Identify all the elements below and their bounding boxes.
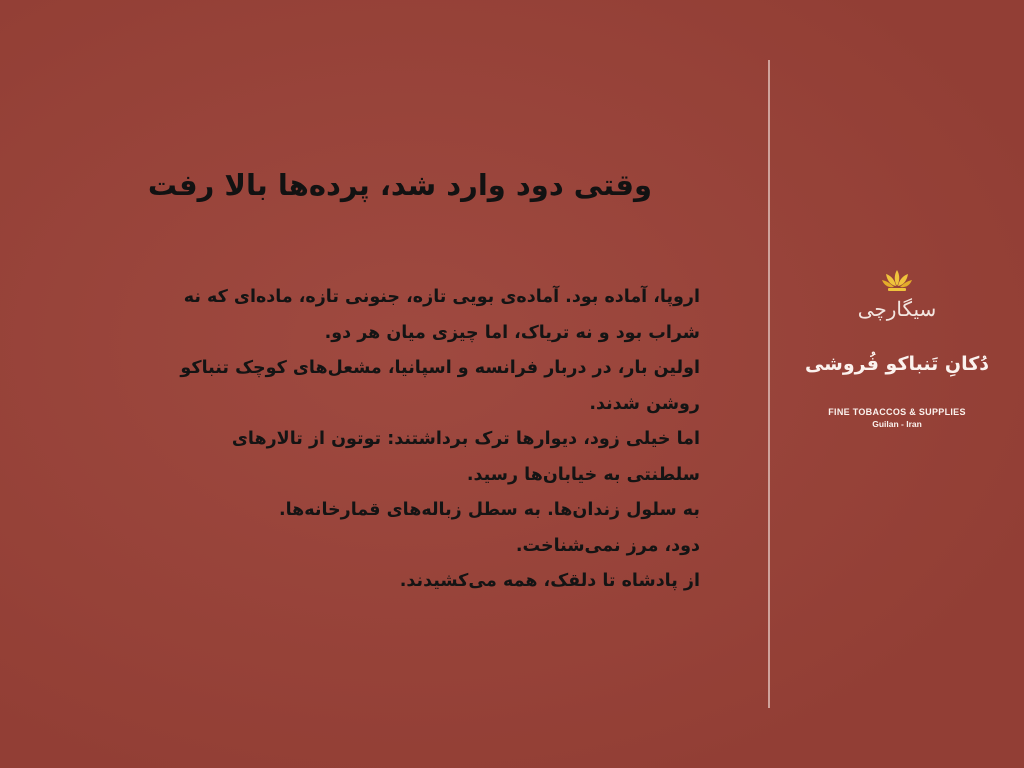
brand-panel — [770, 268, 1024, 430]
article-line: شراب بود و نه تریاک، اما چیزی میان هر دو. — [324, 322, 700, 343]
lotus-crown-icon — [881, 268, 913, 294]
shop-tagline: FINE TOBACCOS & SUPPLIES — [828, 407, 966, 417]
article-line: اولین بار، در دربار فرانسه و اسپانیا، مشعل‌های کوچک تنباکو — [180, 358, 700, 378]
article-line: سلطنتی به خیابان‌ها رسید. — [466, 464, 700, 485]
article-line: به سلول زندان‌ها. به سطل زباله‌های قمارخانه‌ها. — [278, 500, 700, 520]
shop-location: Guilan - Iran — [872, 419, 922, 429]
article — [60, 150, 700, 600]
logo-wordmark: سیگارچی — [857, 297, 937, 321]
shop-name: دُکانِ تَنباکو فُروشی — [804, 353, 990, 375]
article-line: روشن شدند. — [589, 393, 700, 414]
article-title: وقتی دود وارد شد، پرده‌ها بالا رفت — [147, 168, 652, 202]
article-line: از پادشاه تا دلقک، همه می‌کشیدند. — [399, 571, 700, 591]
article-line: دود، مرز نمی‌شناخت. — [515, 535, 700, 556]
article-line: اما خیلی زود، دیوارها ترک برداشتند: توتون از تالارهای — [231, 429, 700, 449]
article-body — [70, 280, 700, 600]
article-line: اروپا، آماده بود. آماده‌ی بویی تازه، جنونی تازه، ماده‌ای که نه — [183, 287, 700, 307]
